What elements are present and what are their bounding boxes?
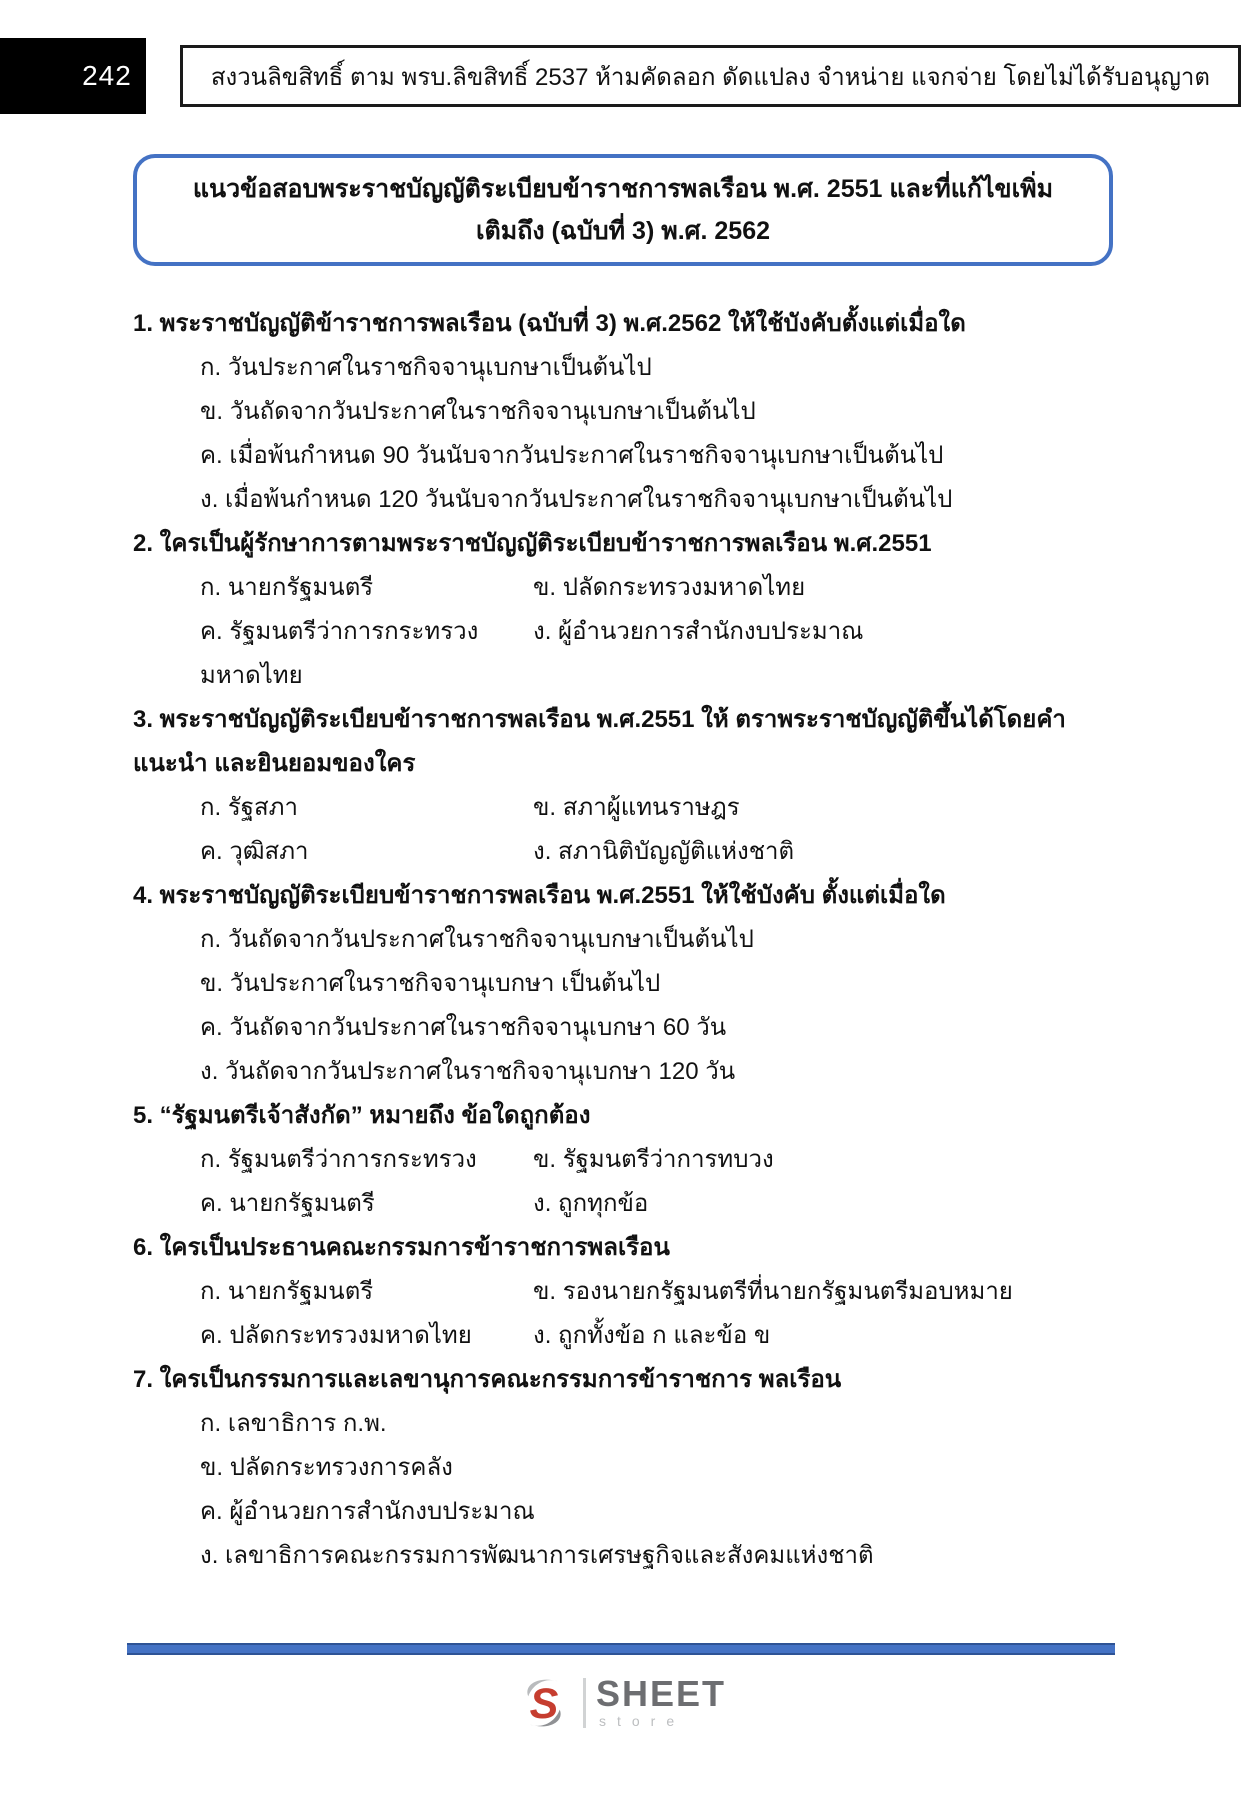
options-list: [200, 1402, 1121, 1578]
answer-option: ข. รองนายกรัฐมนตรีที่นายกรัฐมนตรีมอบหมาย: [533, 1278, 1013, 1305]
options-list: [200, 1138, 1121, 1226]
question-block: [133, 874, 1121, 1094]
options-list: [200, 1270, 1121, 1358]
answer-option: ก. รัฐสภา: [200, 794, 298, 821]
exam-title-box: [133, 154, 1113, 266]
answer-option: ค. ปลัดกระทรวงมหาดไทย: [200, 1322, 472, 1349]
sheet-store-logo: [0, 1674, 1241, 1732]
page-header: [0, 38, 1241, 114]
options-list: [200, 346, 1121, 522]
questions-list: [133, 302, 1121, 1578]
options-list: [200, 566, 1121, 698]
answer-option: ค. วันถัดจากวันประกาศในราชกิจจานุเบกษา 60 วัน: [200, 1014, 727, 1041]
question-block: [133, 1094, 1121, 1226]
answer-option: ค. วุฒิสภา: [200, 838, 309, 865]
answer-option: ข. ปลัดกระทรวงการคลัง: [200, 1454, 453, 1481]
question-text: 1. พระราชบัญญัติข้าราชการพลเรือน (ฉบับที่ 3) พ.ศ.2562 ให้ใช้บังคับตั้งแต่เมื่อใด: [133, 310, 966, 337]
logo-text-block: [595, 1673, 727, 1730]
answer-option: ค. นายกรัฐมนตรี: [200, 1190, 375, 1217]
exam-title: แนวข้อสอบพระราชบัญญัติระเบียบข้าราชการพลเรือน พ.ศ. 2551 และที่แก้ไขเพิ่มเติมถึง (ฉบับที่ 3) พ.ศ. 2562: [192, 175, 1054, 245]
answer-option: ข. รัฐมนตรีว่าการทบวง: [533, 1146, 774, 1173]
page-number: 242: [82, 60, 132, 91]
answer-option: ก. เลขาธิการ ก.พ.: [200, 1410, 387, 1437]
question-block: [133, 698, 1121, 874]
answer-option: ง. ถูกทั้งข้อ ก และข้อ ข: [533, 1322, 771, 1349]
answer-option: ก. นายกรัฐมนตรี: [200, 574, 374, 601]
answer-option: ค. รัฐมนตรีว่าการกระทรวงมหาดไทย: [200, 618, 479, 689]
logo-name: SHEET: [595, 1673, 727, 1714]
question-text: 4. พระราชบัญญัติระเบียบข้าราชการพลเรือน พ.ศ.2551 ให้ใช้บังคับ ตั้งแต่เมื่อใด: [133, 882, 946, 909]
answer-option: ข. วันประกาศในราชกิจจานุเบกษา เป็นต้นไป: [200, 970, 661, 997]
logo-divider: [583, 1678, 586, 1728]
logo-subtitle: store: [598, 1713, 686, 1729]
question-block: [133, 1226, 1121, 1358]
answer-option: ข. สภาผู้แทนราษฎร: [533, 794, 740, 821]
question-block: [133, 302, 1121, 522]
answer-option: ก. วันประกาศในราชกิจจานุเบกษาเป็นต้นไป: [200, 354, 652, 381]
question-text: 6. ใครเป็นประธานคณะกรรมการข้าราชการพลเรือน: [133, 1234, 670, 1261]
answer-option: ก. นายกรัฐมนตรี: [200, 1278, 374, 1305]
question-text: 7. ใครเป็นกรรมการและเลขานุการคณะกรรมการข้าราชการ พลเรือน: [133, 1366, 842, 1393]
svg-text:S: S: [529, 1679, 559, 1728]
answer-option: ง. ผู้อำนวยการสำนักงบประมาณ: [533, 618, 864, 645]
sheet-store-s-icon: [515, 1674, 573, 1732]
question-block: [133, 522, 1121, 698]
question-block: [133, 1358, 1121, 1578]
options-list: [200, 786, 1121, 874]
question-text: 2. ใครเป็นผู้รักษาการตามพระราชบัญญัติระเบียบข้าราชการพลเรือน พ.ศ.2551: [133, 530, 932, 557]
answer-option: ค. เมื่อพ้นกำหนด 90 วันนับจากวันประกาศในราชกิจจานุเบกษาเป็นต้นไป: [200, 442, 944, 469]
answer-option: ง. วันถัดจากวันประกาศในราชกิจจานุเบกษา 120 วัน: [200, 1058, 736, 1085]
copyright-notice-box: [180, 45, 1241, 107]
page-number-box: [0, 38, 146, 114]
answer-option: ง. ถูกทุกข้อ: [533, 1190, 649, 1217]
options-list: [200, 918, 1121, 1094]
question-text: 5. “รัฐมนตรีเจ้าสังกัด” หมายถึง ข้อใดถูกต้อง: [133, 1102, 591, 1129]
answer-option: ข. วันถัดจากวันประกาศในราชกิจจานุเบกษาเป็นต้นไป: [200, 398, 756, 425]
answer-option: ข. ปลัดกระทรวงมหาดไทย: [533, 574, 806, 601]
footer-divider-bar: [127, 1643, 1115, 1655]
answer-option: ก. วันถัดจากวันประกาศในราชกิจจานุเบกษาเป็นต้นไป: [200, 926, 754, 953]
answer-option: ก. รัฐมนตรีว่าการกระทรวง: [200, 1146, 477, 1173]
copyright-text: สงวนลิขสิทธิ์ ตาม พรบ.ลิขสิทธิ์ 2537 ห้ามคัดลอก ดัดแปลง จำหน่าย แจกจ่าย โดยไม่ได้รับอนุญาต: [210, 63, 1210, 91]
answer-option: ค. ผู้อำนวยการสำนักงบประมาณ: [200, 1498, 535, 1525]
answer-option: ง. เลขาธิการคณะกรรมการพัฒนาการเศรษฐกิจและสังคมแห่งชาติ: [200, 1542, 874, 1569]
answer-option: ง. เมื่อพ้นกำหนด 120 วันนับจากวันประกาศในราชกิจจานุเบกษาเป็นต้นไป: [200, 486, 953, 513]
answer-option: ง. สภานิติบัญญัติแห่งชาติ: [533, 838, 795, 865]
question-text: 3. พระราชบัญญัติระเบียบข้าราชการพลเรือน พ.ศ.2551 ให้ ตราพระราชบัญญัติขึ้นได้โดยคำแนะนำ และยินยอมของใคร: [133, 706, 1066, 777]
